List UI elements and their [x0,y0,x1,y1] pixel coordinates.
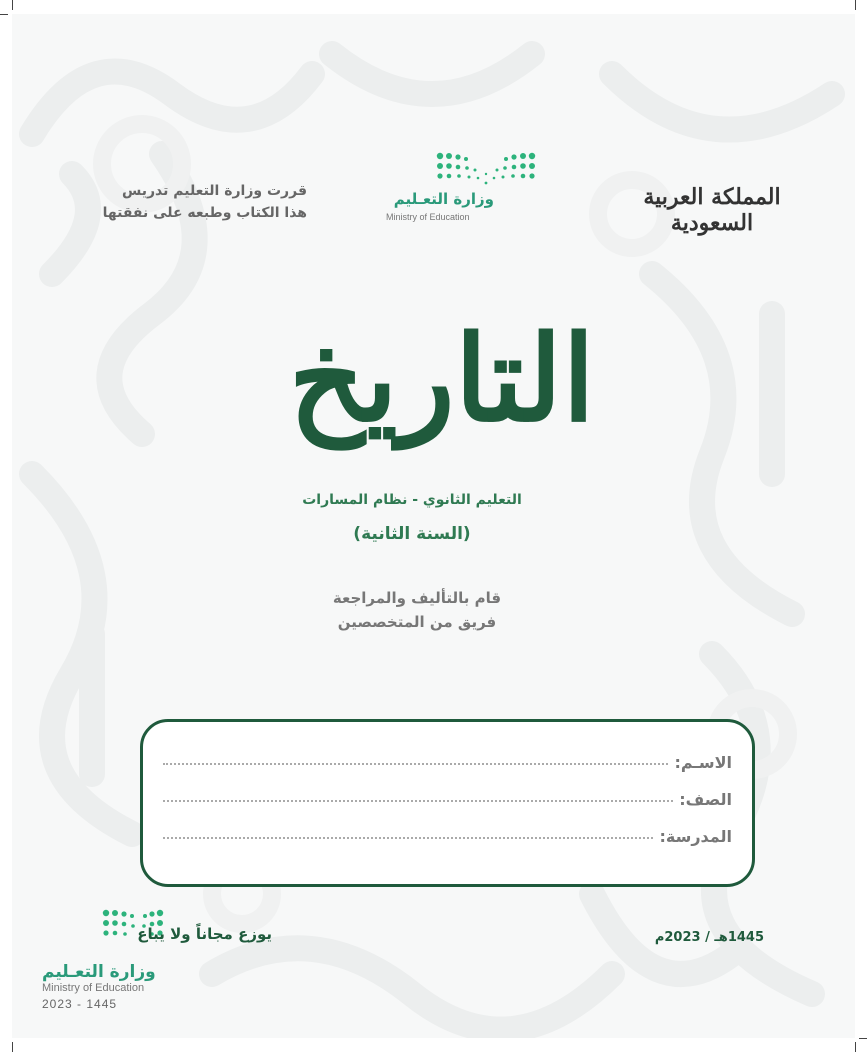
school-field[interactable] [163,820,732,846]
school-label: المدرسة: [659,827,732,846]
calligraphy-emblem-icon [627,184,797,236]
name-line[interactable] [163,763,668,765]
ministry-logo-top [384,152,564,232]
class-line[interactable] [163,800,673,802]
class-label: الصف: [679,790,732,809]
ministry-name-english: Ministry of Education [42,982,145,994]
ministry-name-arabic: وزارة التعـليم [393,190,494,208]
class-field[interactable] [163,783,732,809]
education-track: التعليم الثانوي - نظام المسارات [302,492,522,508]
authors-credit [302,586,532,634]
ministry-name-english: Ministry of Education [386,212,470,222]
year-label: (السنة الثانية) [353,524,471,544]
book-title: التاريخ [288,309,595,448]
authors-line-2: فريق من المتخصصين [337,613,497,631]
crop-mark [0,14,8,15]
edition-year: 1445هـ / 2023م [654,930,764,945]
ministry-logo-bottom [42,962,202,1011]
free-distribution-badge [102,909,272,949]
authors-line-1: قام بالتأليف والمراجعة [332,589,502,607]
name-field[interactable] [163,746,732,772]
free-distribution-text: يوزع مجاناً ولا يباع [137,925,272,943]
decree-line-1: قررت وزارة التعليم تدريس [121,183,307,199]
decree-line-2: هذا الكتاب وطبعه على نفقتها [102,205,307,221]
ministry-name-arabic: وزارة التعـليم [42,962,156,982]
school-line[interactable] [163,837,653,839]
student-info-box [140,719,755,887]
cover-page [12,14,855,1038]
crop-mark [855,0,856,10]
crop-mark [855,1042,856,1052]
crop-mark [12,1042,13,1052]
kingdom-name: المملكة العربية السعودية [643,184,781,236]
crop-mark [12,0,13,10]
publication-years: 2023 - 1445 [42,997,118,1011]
crop-mark [859,1038,867,1039]
dots-logo-icon [436,152,536,190]
name-label: الاسـم: [674,753,732,772]
ministry-decree [82,180,307,224]
